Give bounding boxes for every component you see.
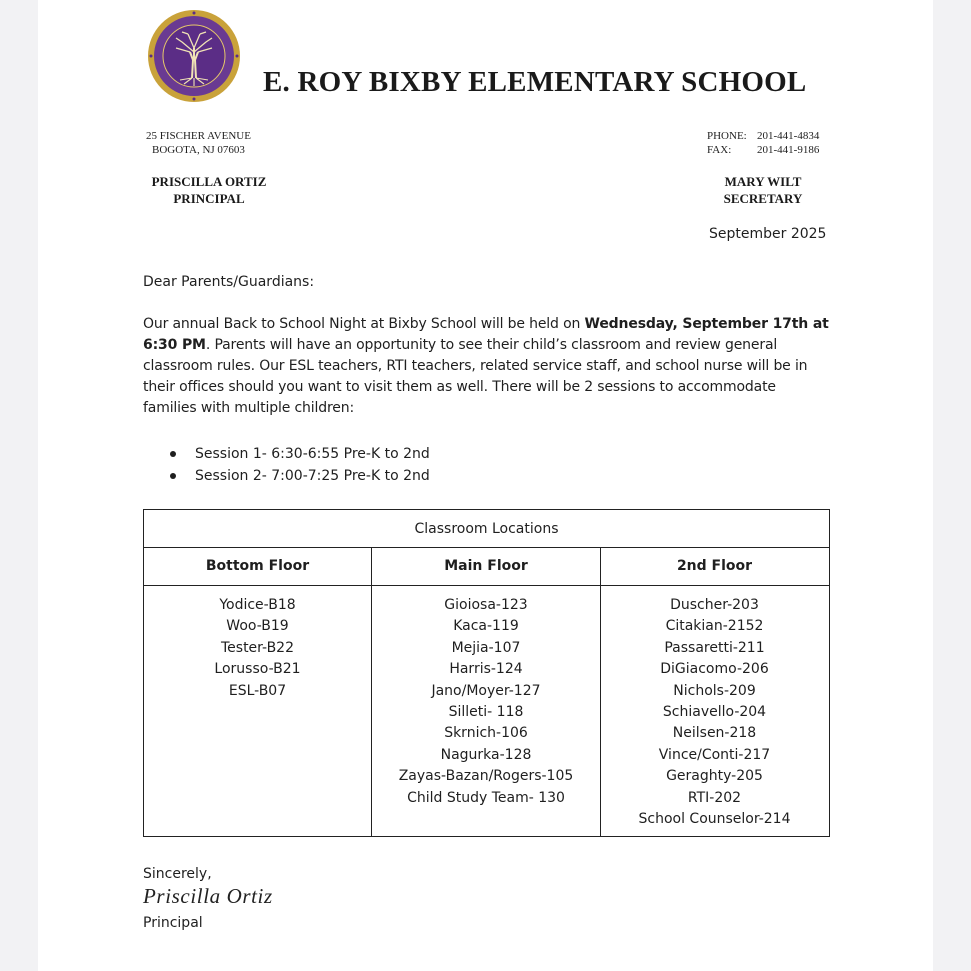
table-body: [144, 586, 829, 837]
second-floor-column: [601, 586, 828, 837]
fax-value: 201-441-9186: [757, 144, 820, 156]
table-cell: Duscher-203: [670, 597, 759, 613]
signoff: Sincerely,: [143, 866, 212, 882]
principal-name: PRISCILLA ORTIZ: [151, 174, 267, 189]
secretary-name: MARY WILT: [724, 174, 802, 189]
table-cell: Yodice-B18: [219, 597, 296, 613]
event-datetime: Wednesday, September 17th at 6:30 PM: [143, 316, 829, 353]
principal-title: PRINCIPAL: [173, 191, 245, 206]
salutation: Dear Parents/Guardians:: [143, 274, 315, 290]
table-cell: Schiavello-204: [662, 704, 767, 721]
bullet-icon: [170, 451, 176, 457]
session-2: Session 2- 7:00-7:25 Pre-K to 2nd: [195, 468, 430, 484]
table-cell: DiGiacomo-206: [660, 661, 769, 678]
table-cell: Harris-124: [449, 661, 523, 678]
main-floor-column: [372, 586, 601, 837]
table-cell: Lorusso-B21: [214, 661, 301, 678]
table-cell: Gioiosa-123: [444, 597, 528, 613]
table-cell: Vince/Conti-217: [658, 746, 771, 763]
secretary-title: SECRETARY: [723, 191, 803, 206]
session-1: Session 1- 6:30-6:55 Pre-K to 2nd: [195, 446, 430, 462]
address-line-2: BOGOTA, NJ 07603: [152, 144, 245, 156]
table-cell: Skrnich-106: [444, 725, 528, 742]
table-cell: Woo-B19: [226, 618, 289, 635]
fax-label: FAX:: [707, 144, 732, 156]
signer-title: Principal: [143, 915, 203, 931]
header-bottom-floor: Bottom Floor: [144, 548, 372, 585]
bottom-floor-column: [144, 586, 372, 837]
table-cell: Citakian-2152: [665, 618, 764, 635]
table-cell: Kaca-119: [453, 618, 519, 635]
bullet-icon: [170, 473, 176, 479]
signature: Priscilla Ortiz: [143, 884, 273, 908]
table-cell: Passaretti-211: [664, 639, 765, 656]
list-item: [170, 465, 430, 487]
phone-value: 201-441-4834: [757, 130, 820, 142]
session-list: [170, 443, 430, 487]
school-contact: [707, 129, 819, 157]
table-cell: Tester-B22: [220, 639, 294, 656]
table-cell: Nagurka-128: [440, 746, 532, 763]
table-header-row: [144, 548, 829, 586]
main-paragraph: [143, 314, 833, 419]
phone-label: PHONE:: [707, 130, 747, 142]
table-caption: Classroom Locations: [144, 510, 829, 548]
school-address: [146, 129, 251, 157]
paragraph-intro: Our annual Back to School Night at Bixby School will be held on: [143, 316, 585, 332]
header-main-floor: Main Floor: [372, 548, 601, 585]
table-cell: Geraghty-205: [666, 768, 763, 785]
paragraph-rest: . Parents will have an opportunity to see their child’s classroom and review general classroom rules. Our ESL teachers, RTI teachers, related service staff, and school nurse will be in their offices should you want to visit them as well. There will be 2 sessions to accommodate families with multiple children:: [143, 337, 808, 416]
list-item: [170, 443, 430, 465]
school-seal-logo: [146, 8, 242, 104]
table-cell: Zayas-Bazan/Rogers-105: [398, 768, 574, 785]
table-cell: RTI-202: [687, 789, 742, 806]
fax-row: [707, 143, 819, 157]
table-cell: Child Study Team- 130: [407, 789, 565, 806]
table-cell: Neilsen-218: [672, 725, 757, 742]
header-2nd-floor: 2nd Floor: [676, 558, 753, 574]
table-cell: School Counselor-214: [638, 811, 791, 828]
principal-block: [142, 173, 276, 207]
phone-row: [707, 129, 819, 143]
secretary-block: [713, 173, 813, 207]
table-cell: Silleti- 118: [448, 704, 524, 721]
table-cell: Nichols-209: [673, 682, 756, 699]
address-line-1: 25 FISCHER AVENUE: [146, 130, 251, 142]
table-cell: Jano/Moyer-127: [431, 682, 541, 699]
classroom-locations-table: [143, 509, 830, 837]
school-name: E. ROY BIXBY ELEMENTARY SCHOOL: [263, 66, 807, 98]
table-cell: ESL-B07: [228, 682, 287, 699]
table-cell: Mejia-107: [451, 639, 521, 656]
letter-date: September 2025: [709, 226, 827, 242]
